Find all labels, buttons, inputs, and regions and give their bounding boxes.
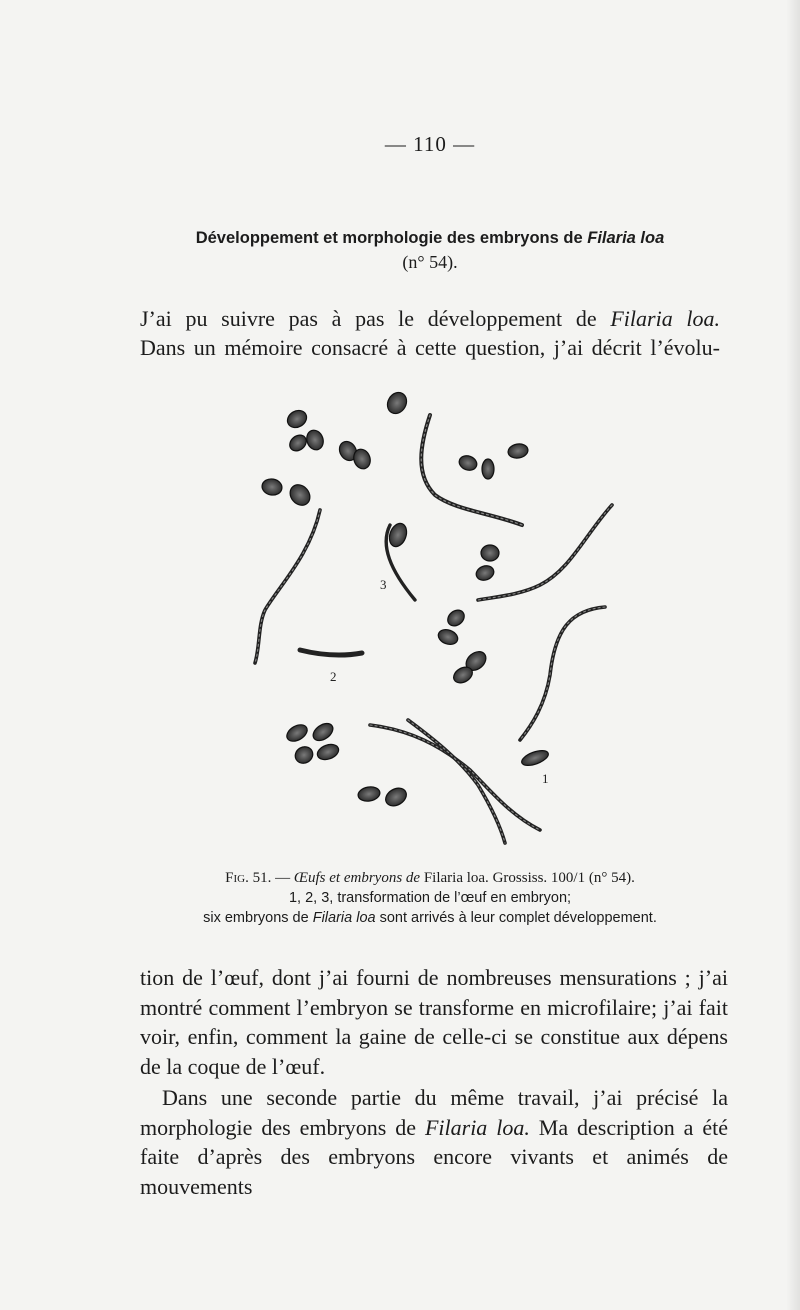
caption-line3-a: six embryons de [203,910,309,926]
egg [384,389,411,417]
egg [436,627,460,647]
caption-species: Filaria loa. [423,870,489,886]
heading-species: Filaria loa [587,229,665,247]
egg [474,563,496,582]
body-p2-species: Filaria loa. [424,1114,530,1140]
intro-line2: Dans un mémoire consacré à cette question, j’ai décrit l’évolu- [140,335,720,360]
caption-line3-species: Filaria loa [312,910,376,926]
body-paragraph-2 [140,1083,728,1201]
figure-caption [140,868,720,928]
embryo [255,510,320,663]
egg [292,744,316,767]
body-text [140,963,728,1201]
egg [304,428,326,452]
egg [284,721,310,744]
caption-magnification: Grossiss. 100/1 (n° 54). [492,870,635,886]
caption-line-2: 1, 2, 3, transformation de l’œuf en embryon; [288,890,572,906]
caption-line-1 [140,868,720,888]
heading-ref: (n° 54). [402,252,458,272]
intro-line1-species: Filaria loa. [610,306,721,331]
page-number: — 110 — [384,132,476,156]
intro-line1-text: J’ai pu suivre pas à pas le développement de [140,306,597,331]
caption-line3-b: sont arrivés à leur complet développement. [379,910,657,926]
egg [382,785,409,810]
microscopy-illustration [240,385,620,845]
egg [315,742,340,763]
egg [310,720,336,744]
egg [445,607,468,629]
embryo [300,650,362,655]
egg [284,407,309,431]
figure-label-1: 1 [542,771,549,786]
egg [286,481,314,509]
page-edge-shadow [786,0,800,1310]
intro-paragraph [140,304,720,362]
figure-51 [240,385,620,845]
egg [482,459,494,479]
egg [507,442,529,459]
section-heading [140,225,720,275]
embryo [255,510,320,663]
egg [357,785,381,803]
embryo [520,607,605,740]
figure-label-2: 2 [330,669,337,684]
caption-fig-label: Fig. 51. — [225,870,291,886]
body-p2-a: Dans une seconde partie du même travail, j’ai précisé la morphologie des embryons de [140,1085,728,1140]
figure-label-3: 3 [380,577,387,592]
egg [520,748,550,769]
caption-line-3 [140,908,720,928]
caption-title: Œufs et embryons de [293,870,421,886]
body-paragraph-1: tion de l’œuf, dont j’ai fourni de nombreuses mensurations ; j’ai montré comment l’embryon se transforme en microfilaire; j’ai fait voir, enfin, comment la gaine de celle-ci se constitue aux dépens de la coque de l’œuf. [140,965,728,1079]
egg [457,453,479,472]
egg [287,432,310,454]
egg [481,545,499,561]
heading-text: Développement et morphologie des embryons de [195,229,583,247]
body-p2-b: Ma description a été faite d’après des embryons encore vivants et animés de mouvements [140,1114,729,1199]
embryo [370,725,540,830]
egg [261,477,283,496]
